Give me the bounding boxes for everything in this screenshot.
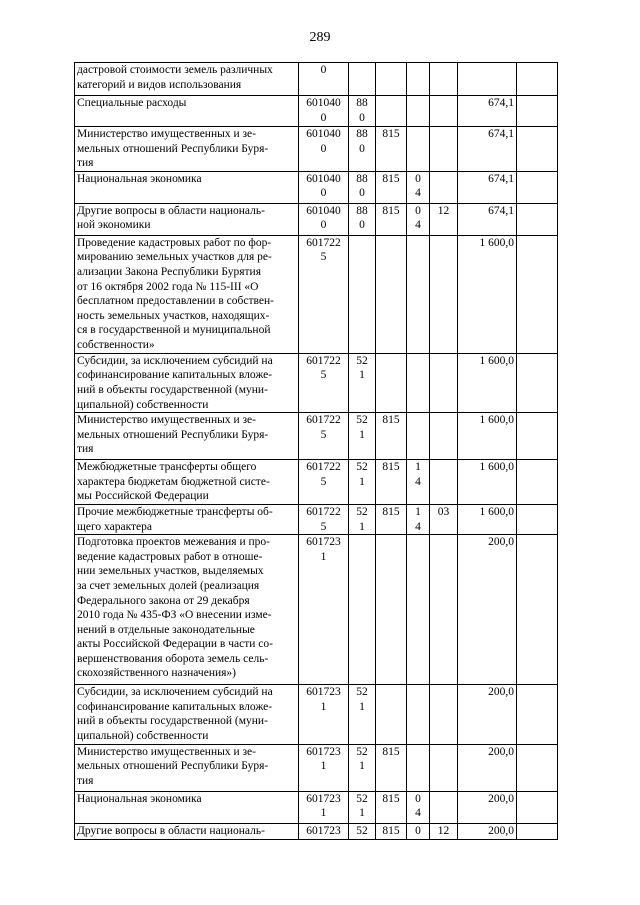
department-code-cell [376, 685, 407, 744]
amount-cell: 1 600,0 [458, 353, 517, 412]
item-name-line: Национальная экономика [77, 792, 202, 805]
amount-cell: 200,0 [458, 685, 517, 744]
target-code-line: 601722 [306, 354, 341, 367]
item-name-line: от 16 октября 2002 года № 115-III «О [77, 280, 259, 293]
subsection-line: 12 [437, 204, 450, 217]
section-line: 4 [415, 187, 421, 200]
target-code-line: 601040 [306, 204, 341, 217]
item-name-cell [75, 127, 299, 172]
subsection-cell [430, 171, 458, 203]
extra-cell [517, 353, 558, 412]
item-name-cell [75, 96, 299, 127]
item-name-cell [75, 823, 299, 839]
item-name-cell [75, 171, 299, 203]
amount-cell: 674,1 [458, 96, 517, 127]
department-code-cell [376, 744, 407, 791]
target-code-cell [299, 63, 349, 96]
amount-cell: 674,1 [458, 171, 517, 203]
extra-cell [517, 823, 558, 839]
extra-cell [517, 460, 558, 505]
subsection-cell [430, 353, 458, 412]
item-name-line: за счет земельных долей (реализация [77, 579, 260, 592]
item-name-line: скохозяйственного назначения») [77, 667, 236, 680]
amount-cell: 1 600,0 [458, 460, 517, 505]
expense-type-cell [349, 823, 376, 839]
target-code-cell [299, 823, 349, 839]
target-code-line: 601040 [306, 128, 341, 140]
expense-type-cell [349, 744, 376, 791]
item-name-line: щего характера [77, 520, 152, 533]
item-name-line: мельных отношений Республики Буря- [77, 428, 269, 441]
expense-type-cell [349, 460, 376, 505]
item-name-line: ность земельных участков, находящих- [77, 309, 270, 322]
target-code-cell [299, 744, 349, 791]
item-name-cell [75, 791, 299, 823]
target-code-cell [299, 235, 349, 353]
item-name-line: нений в отдельные законодательные [77, 623, 255, 636]
item-name-cell [75, 353, 299, 412]
target-code-line: 0 [320, 219, 327, 232]
subsection-cell [430, 744, 458, 791]
table-row [75, 127, 558, 172]
extra-cell [517, 171, 558, 203]
section-cell [407, 535, 430, 685]
target-code-line: 0 [320, 111, 327, 124]
item-name-cell [75, 63, 299, 96]
target-code-cell [299, 791, 349, 823]
item-name-line: Министерство имущественных и зе- [77, 414, 256, 427]
target-code-cell [299, 413, 349, 460]
expense-type-line: 52 [356, 354, 368, 367]
item-name-line: софинансирование капитальных вложе- [77, 369, 273, 382]
item-name-line: Министерство имущественных и зе- [77, 745, 256, 758]
item-name-line: тия [77, 443, 94, 456]
table-row [75, 823, 558, 839]
section-line: 1 [415, 461, 421, 474]
section-cell [407, 685, 430, 744]
expense-type-cell [349, 235, 376, 353]
department-code-cell [376, 504, 407, 534]
subsection-cell [430, 791, 458, 823]
section-cell [407, 460, 430, 505]
subsection-cell [430, 203, 458, 235]
department-code-line: 815 [382, 461, 400, 474]
department-code-line: 815 [382, 824, 400, 837]
target-code-line: 1 [320, 700, 327, 713]
table-row [75, 171, 558, 203]
target-code-cell [299, 203, 349, 235]
department-code-line: 815 [382, 745, 400, 758]
amount-cell: 1 600,0 [458, 413, 517, 460]
section-cell [407, 823, 430, 839]
item-name-line: Министерство имущественных и зе- [77, 128, 256, 140]
target-code-line: 601722 [306, 236, 341, 249]
target-code-line: 1 [320, 550, 327, 563]
subsection-line: 03 [437, 505, 450, 518]
table-row [75, 791, 558, 823]
expense-type-line: 1 [359, 760, 365, 773]
item-name-line: Другие вопросы в области националь- [77, 204, 265, 217]
extra-cell [517, 504, 558, 534]
section-cell [407, 791, 430, 823]
department-code-cell [376, 171, 407, 203]
section-cell [407, 96, 430, 127]
table-row [75, 685, 558, 744]
target-code-line: 601723 [306, 792, 341, 805]
item-name-line: нии земельных участков, выделяемых [77, 565, 264, 578]
item-name-line: Федерального закона от 29 декабря [77, 594, 250, 607]
department-code-line: 815 [382, 204, 400, 217]
expense-type-line: 88 [356, 128, 368, 140]
item-name-line: Национальная экономика [77, 172, 202, 185]
section-cell [407, 63, 430, 96]
item-name-line: тия [77, 157, 94, 170]
target-code-line: 601722 [306, 414, 341, 427]
department-code-cell [376, 535, 407, 685]
expense-type-line: 1 [359, 475, 365, 488]
amount-cell: 200,0 [458, 535, 517, 685]
section-line: 0 [415, 172, 421, 185]
target-code-line: 601723 [306, 686, 341, 699]
expense-type-line: 88 [356, 172, 368, 185]
table-row [75, 96, 558, 127]
item-name-cell [75, 504, 299, 534]
department-code-line: 815 [382, 792, 400, 805]
item-name-line: характера бюджетам бюджетной систе- [77, 475, 270, 488]
item-name-line: ведение кадастровых работ в отноше- [77, 550, 263, 563]
department-code-line: 815 [382, 505, 400, 518]
target-code-cell [299, 171, 349, 203]
item-name-line: Субсидии, за исключением субсидий на [77, 686, 273, 699]
target-code-line: 5 [320, 520, 327, 533]
item-name-line: софинансирование капитальных вложе- [77, 700, 273, 713]
table-row [75, 504, 558, 534]
department-code-cell [376, 63, 407, 96]
expense-type-cell [349, 353, 376, 412]
department-code-cell [376, 823, 407, 839]
department-code-line: 815 [382, 414, 400, 427]
target-code-line: 601722 [306, 505, 341, 518]
extra-cell [517, 96, 558, 127]
target-code-line: 601723 [306, 824, 341, 837]
expense-type-line: 1 [359, 520, 365, 533]
expense-type-cell [349, 127, 376, 172]
expense-type-line: 52 [356, 505, 368, 518]
expense-type-line: 1 [359, 700, 365, 713]
target-code-line: 601040 [306, 97, 341, 109]
extra-cell [517, 744, 558, 791]
subsection-cell [430, 823, 458, 839]
extra-cell [517, 685, 558, 744]
expense-type-line: 52 [356, 824, 368, 837]
section-cell [407, 127, 430, 172]
amount-cell: 200,0 [458, 791, 517, 823]
expense-type-line: 0 [359, 111, 365, 124]
section-line: 0 [415, 792, 421, 805]
section-line: 4 [415, 219, 421, 232]
expense-type-cell [349, 203, 376, 235]
item-name-line: Межбюджетные трансферты общего [77, 461, 257, 474]
item-name-line: ний в объекты государственной (муни- [77, 383, 268, 396]
item-name-line: ципальной) собственности [77, 398, 209, 411]
expense-type-line: 0 [359, 219, 365, 232]
amount-cell: 1 600,0 [458, 504, 517, 534]
extra-cell [517, 235, 558, 353]
expense-type-line: 1 [359, 428, 365, 441]
item-name-line: тия [77, 774, 94, 787]
section-line: 4 [415, 807, 421, 820]
expense-type-line: 52 [356, 461, 368, 474]
expense-type-line: 0 [359, 187, 365, 200]
expense-type-line: 52 [356, 792, 368, 805]
table-row [75, 744, 558, 791]
section-cell [407, 413, 430, 460]
section-cell [407, 353, 430, 412]
expense-type-cell [349, 63, 376, 96]
department-code-cell [376, 203, 407, 235]
subsection-cell [430, 685, 458, 744]
item-name-line: ся в государственной и муниципальной [77, 324, 271, 337]
expense-type-cell [349, 791, 376, 823]
item-name-line: Другие вопросы в области националь- [77, 824, 265, 837]
subsection-cell [430, 127, 458, 172]
target-code-line: 1 [320, 760, 327, 773]
department-code-cell [376, 235, 407, 353]
subsection-cell [430, 63, 458, 96]
expense-type-line: 1 [359, 807, 365, 820]
target-code-line: 601723 [306, 745, 341, 758]
item-name-line: мельных отношений Республики Буря- [77, 142, 269, 155]
section-cell [407, 504, 430, 534]
department-code-line: 815 [382, 172, 400, 185]
target-code-line: 0 [320, 142, 327, 155]
section-cell [407, 235, 430, 353]
table-row [75, 535, 558, 685]
extra-cell [517, 535, 558, 685]
expense-type-line: 52 [356, 414, 368, 427]
department-code-cell [376, 460, 407, 505]
target-code-line: 0 [320, 187, 327, 200]
item-name-line: мированию земельных участков для ре- [77, 251, 272, 264]
expense-type-line: 1 [359, 369, 365, 382]
item-name-line: ципальной) собственности [77, 729, 209, 742]
amount-cell: 674,1 [458, 127, 517, 172]
target-code-line: 601723 [306, 536, 341, 549]
item-name-line: ной экономики [77, 219, 151, 232]
expense-type-cell [349, 96, 376, 127]
section-line: 4 [415, 475, 421, 488]
target-code-cell [299, 460, 349, 505]
extra-cell [517, 413, 558, 460]
table-row [75, 460, 558, 505]
target-code-cell [299, 96, 349, 127]
target-code-line: 5 [320, 428, 327, 441]
target-code-cell [299, 504, 349, 534]
item-name-line: 2010 года № 435-ФЗ «О внесении изме- [77, 609, 272, 622]
subsection-line: 12 [437, 824, 450, 837]
expense-type-line: 52 [356, 686, 368, 699]
target-code-cell [299, 353, 349, 412]
item-name-cell [75, 203, 299, 235]
department-code-cell [376, 96, 407, 127]
expense-type-line: 52 [356, 745, 368, 758]
item-name-line: Подготовка проектов межевания и про- [77, 536, 270, 549]
section-line: 4 [415, 520, 421, 533]
item-name-cell [75, 744, 299, 791]
expense-type-cell [349, 685, 376, 744]
item-name-line: Проведение кадастровых работ по фор- [77, 236, 272, 249]
expense-type-cell [349, 413, 376, 460]
amount-cell: 674,1 [458, 203, 517, 235]
subsection-cell [430, 504, 458, 534]
expense-type-line: 88 [356, 204, 368, 217]
target-code-line: 601722 [306, 461, 341, 474]
target-code-line: 601040 [306, 172, 341, 185]
item-name-cell [75, 413, 299, 460]
subsection-cell [430, 535, 458, 685]
table-row [75, 63, 558, 96]
target-code-cell [299, 535, 349, 685]
table-row [75, 413, 558, 460]
item-name-line: бесплатном предоставлении в собствен- [77, 295, 274, 308]
amount-cell [458, 63, 517, 96]
item-name-line: категорий и видов использования [77, 78, 242, 91]
subsection-cell [430, 235, 458, 353]
expense-type-cell [349, 504, 376, 534]
item-name-line: вершенствования оборота земель сель- [77, 652, 269, 665]
target-code-line: 5 [320, 251, 327, 264]
department-code-line: 815 [382, 128, 400, 140]
extra-cell [517, 127, 558, 172]
target-code-line: 5 [320, 475, 327, 488]
section-cell [407, 171, 430, 203]
amount-cell: 1 600,0 [458, 235, 517, 353]
subsection-cell [430, 413, 458, 460]
item-name-line: ализации Закона Республики Бурятия [77, 265, 261, 278]
item-name-line: Специальные расходы [77, 97, 187, 109]
item-name-line: мы Российской Федерации [77, 490, 209, 503]
item-name-cell [75, 535, 299, 685]
expense-type-line: 88 [356, 97, 368, 109]
item-name-cell [75, 460, 299, 505]
extra-cell [517, 63, 558, 96]
target-code-line: 0 [320, 64, 327, 76]
section-cell [407, 203, 430, 235]
section-line: 0 [415, 204, 421, 217]
table-row [75, 235, 558, 353]
item-name-line: Прочие межбюджетные трансферты об- [77, 505, 273, 518]
budget-table-body [75, 63, 558, 840]
extra-cell [517, 791, 558, 823]
expense-type-line: 0 [359, 142, 365, 155]
target-code-line: 5 [320, 369, 327, 382]
expense-type-cell [349, 535, 376, 685]
item-name-line: собственности» [77, 338, 155, 351]
page-number: 289 [309, 30, 331, 45]
item-name-line: дастровой стоимости земель различных [77, 64, 273, 76]
amount-cell: 200,0 [458, 823, 517, 839]
department-code-cell [376, 791, 407, 823]
budget-table [74, 62, 558, 840]
item-name-cell [75, 235, 299, 353]
expense-type-cell [349, 171, 376, 203]
section-line: 1 [415, 505, 421, 518]
department-code-cell [376, 353, 407, 412]
table-row [75, 203, 558, 235]
target-code-cell [299, 127, 349, 172]
item-name-cell [75, 685, 299, 744]
extra-cell [517, 203, 558, 235]
item-name-line: мельных отношений Республики Буря- [77, 760, 269, 773]
target-code-cell [299, 685, 349, 744]
target-code-line: 1 [320, 807, 327, 820]
subsection-cell [430, 460, 458, 505]
item-name-line: ний в объекты государственной (муни- [77, 715, 268, 728]
department-code-cell [376, 127, 407, 172]
section-line: 0 [415, 824, 421, 837]
subsection-cell [430, 96, 458, 127]
department-code-cell [376, 413, 407, 460]
section-cell [407, 744, 430, 791]
table-row [75, 353, 558, 412]
item-name-line: Субсидии, за исключением субсидий на [77, 354, 273, 367]
amount-cell: 200,0 [458, 744, 517, 791]
item-name-line: акты Российской Федерации в части со- [77, 638, 273, 651]
